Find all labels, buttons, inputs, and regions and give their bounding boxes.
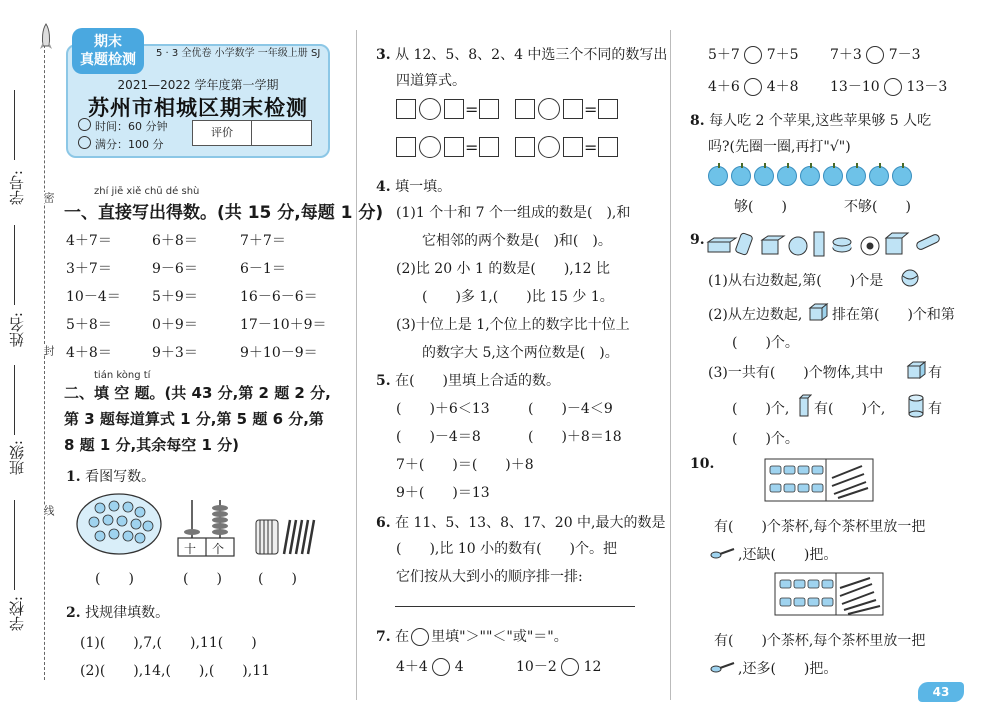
q6-line[interactable]: ( ),比 10 小的数有( )个。把 — [396, 541, 618, 557]
page-number: 43 — [918, 682, 964, 702]
rocket-icon — [38, 22, 54, 52]
q5-item[interactable]: 9＋( )＝13 — [396, 485, 490, 501]
section1-pinyin: zhí jiē xiě chū dé shù — [94, 186, 200, 197]
question-10: 10. — [690, 456, 715, 472]
q9-part3-has: 有 — [928, 365, 942, 381]
exam-score: 满分：100 分 — [78, 136, 164, 152]
spoon-icon — [710, 546, 736, 560]
apple-icon — [846, 166, 866, 186]
calc-item: 4＋8＝ — [66, 345, 112, 361]
question-9: 9. — [690, 232, 705, 248]
q2-pattern-2[interactable]: (2)( ),14,( ),( ),11 — [80, 663, 271, 679]
abacus-tens-label: 十 — [184, 542, 197, 556]
calc-item: 4＋7＝ — [66, 233, 112, 249]
q9-part3[interactable]: (3)一共有( )个物体,其中 — [708, 365, 884, 381]
column-divider — [670, 30, 671, 700]
q9-part3-blank[interactable]: 有( )个, — [814, 401, 886, 417]
sticks-bundle-picture — [254, 514, 324, 558]
q10-line[interactable]: 有( )个茶杯,每个茶杯里放一把 — [714, 633, 926, 649]
school-year: 2021—2022 学年度第一学期 — [117, 78, 279, 92]
section1-title: 一、直接写出得数。(共 15 分,每题 1 分) — [64, 203, 384, 223]
q3-equation-slot[interactable]: = — [396, 136, 499, 158]
final-exam-badge: 期末 真题检测 — [72, 28, 144, 74]
apple-plate-picture — [74, 492, 164, 556]
apple-icon — [754, 166, 774, 186]
school-line[interactable] — [14, 500, 15, 590]
q10-line[interactable]: ,还多( )把。 — [738, 661, 838, 677]
series-info: 5 · 3 全优卷 小学数学 一年级上册 SJ — [156, 48, 321, 59]
q5-item[interactable]: 7＋( )＝( )＋8 — [396, 457, 534, 473]
check-icon — [78, 136, 91, 149]
evaluation-box[interactable] — [192, 120, 312, 146]
question-7: 7. 在 里填"＞""＜"或"＝"。 — [376, 629, 568, 645]
student-name-label: 姓名: — [8, 312, 26, 348]
q4-line[interactable]: (1)1 个十和 7 个一组成的数是( ),和 — [396, 205, 631, 221]
q10-line[interactable]: 有( )个茶杯,每个茶杯里放一把 — [714, 519, 926, 535]
apple-icon — [800, 166, 820, 186]
evaluation-label: 评价 — [193, 121, 252, 145]
question-8: 8. 每人吃 2 个苹果,这些苹果够 5 人吃 — [690, 113, 932, 129]
calc-item: 0＋9＝ — [152, 317, 198, 333]
seal-mark-xian: 线 — [42, 505, 55, 516]
q5-item[interactable]: ( )＋8＝18 — [528, 429, 622, 445]
calc-item: 17－10＋9＝ — [240, 317, 327, 333]
q9-part2-blank[interactable]: ( )个。 — [732, 335, 799, 351]
calc-item: 3＋7＝ — [66, 261, 112, 277]
question-1: 1. 看图写数。 — [66, 469, 156, 485]
q9-part2-cont[interactable]: 排在第( )个和第 — [832, 307, 955, 323]
q8-not-enough-blank[interactable]: 不够( ) — [844, 199, 911, 215]
ball-icon — [900, 268, 920, 288]
q1-answer-blank[interactable]: ( ) — [95, 571, 134, 587]
apple-icon — [777, 166, 797, 186]
q4-line[interactable]: ( )多 1,( )比 15 少 1。 — [422, 289, 614, 305]
clock-icon — [78, 118, 91, 131]
q8-line2: 吗?(先圈一圈,再打"√") — [708, 139, 851, 155]
cube-icon — [808, 302, 830, 322]
q5-item[interactable]: ( )－4＝8 — [396, 429, 481, 445]
teacups-spoons-picture-2 — [774, 572, 884, 616]
q1-answer-blank[interactable]: ( ) — [183, 571, 222, 587]
calc-item: 16－6－6＝ — [240, 289, 318, 305]
q9-part3-blank[interactable]: ( )个, — [732, 401, 790, 417]
tall-prism-icon — [798, 394, 812, 418]
calc-item: 6＋8＝ — [152, 233, 198, 249]
abacus-ones-label: 个 — [212, 542, 225, 556]
calc-item: 5＋9＝ — [152, 289, 198, 305]
class-line[interactable] — [14, 365, 15, 435]
q7-compare-item[interactable]: 7＋3 7－3 — [830, 47, 921, 63]
apple-icon — [892, 166, 912, 186]
question-5: 5. 在( )里填上合适的数。 — [376, 373, 561, 389]
q7-compare-item[interactable]: 10－2 12 — [516, 659, 602, 675]
question-6: 6. 在 11、5、13、8、17、20 中,最大的数是 — [376, 515, 666, 531]
q7-compare-item[interactable]: 4＋4 4 — [396, 659, 464, 675]
calc-item: 6－1＝ — [240, 261, 286, 277]
class-label: 班级: — [8, 440, 26, 476]
q2-pattern-1[interactable]: (1)( ),7,( ),11( ) — [80, 635, 257, 651]
q4-line: (3)十位上是 1,个位上的数字比十位上 — [396, 317, 630, 333]
spoon-icon — [710, 660, 736, 674]
cylinder-icon — [906, 394, 926, 418]
q9-part3-has: 有 — [928, 401, 942, 417]
apple-icon — [731, 166, 751, 186]
section2-title-cont: 第 3 题每道算式 1 分,第 5 题 6 分,第 — [64, 410, 324, 428]
q5-item[interactable]: ( )＋6＜13 — [396, 401, 490, 417]
apple-row-picture — [708, 166, 948, 188]
exam-time: 时间：60 分钟 — [78, 118, 168, 134]
question-4: 4. 填一填。 — [376, 179, 452, 195]
section2-pinyin: tián kòng tí — [94, 370, 151, 381]
q3-equation-slot[interactable]: = — [515, 98, 618, 120]
column-divider — [356, 30, 357, 700]
q3-equation-slot[interactable]: = — [396, 98, 499, 120]
q1-answer-blank[interactable]: ( ) — [258, 571, 297, 587]
school-label: 学校: — [8, 596, 26, 632]
question-2: 2. 找规律填数。 — [66, 605, 170, 621]
calc-item: 10－4＝ — [66, 289, 121, 305]
q10-line[interactable]: ,还缺( )把。 — [738, 547, 838, 563]
q7-compare-item[interactable]: 4＋6 4＋8 — [708, 79, 799, 95]
q6-line: 它们按从大到小的顺序排一排: — [396, 569, 583, 585]
calc-item: 9＋3＝ — [152, 345, 198, 361]
q5-item[interactable]: ( )－4＜9 — [528, 401, 613, 417]
q3-equation-slot[interactable]: = — [515, 136, 618, 158]
q7-compare-item[interactable]: 13－10 13－3 — [830, 79, 948, 95]
q9-objects-picture — [706, 228, 946, 258]
q6-answer-line[interactable] — [395, 606, 635, 607]
exam-title: 苏州市相城区期末检测 — [88, 96, 308, 120]
section2-title: 二、填 空 题。(共 43 分,第 2 题 2 分, — [64, 384, 331, 402]
binding-dashed-line — [44, 40, 45, 680]
apple-icon — [823, 166, 843, 186]
q9-part1[interactable]: (1)从右边数起,第( )个是 — [708, 273, 884, 289]
section2-title-cont: 8 题 1 分,其余每空 1 分) — [64, 436, 239, 454]
q7-compare-item[interactable]: 5＋7 7＋5 — [708, 47, 799, 63]
apple-icon — [708, 166, 728, 186]
question-3: 3. 从 12、5、8、2、4 中选三个不同的数写出 — [376, 47, 668, 63]
student-id-label: 学号: — [8, 170, 26, 206]
teacups-spoons-picture-1 — [764, 458, 874, 502]
q4-line[interactable]: (2)比 20 小 1 的数是( ),12 比 — [396, 261, 610, 277]
calc-item: 9－6＝ — [152, 261, 198, 277]
seal-mark-mi: 密 — [42, 192, 55, 203]
calc-item: 5＋8＝ — [66, 317, 112, 333]
cube-icon — [906, 360, 926, 380]
student-id-line[interactable] — [14, 90, 15, 160]
calc-item: 7＋7＝ — [240, 233, 286, 249]
q3-line2: 四道算式。 — [396, 73, 466, 89]
apple-icon — [869, 166, 889, 186]
q8-enough-blank[interactable]: 够( ) — [734, 199, 787, 215]
student-name-line[interactable] — [14, 225, 15, 305]
q4-line[interactable]: 它相邻的两个数是( )和( )。 — [422, 233, 612, 249]
q9-part2[interactable]: (2)从左边数起, — [708, 307, 803, 323]
seal-mark-feng: 封 — [42, 345, 55, 356]
q4-line[interactable]: 的数字大 5,这个两位数是( )。 — [422, 345, 619, 361]
calc-item: 9＋10－9＝ — [240, 345, 318, 361]
q9-part3-blank[interactable]: ( )个。 — [732, 431, 799, 447]
